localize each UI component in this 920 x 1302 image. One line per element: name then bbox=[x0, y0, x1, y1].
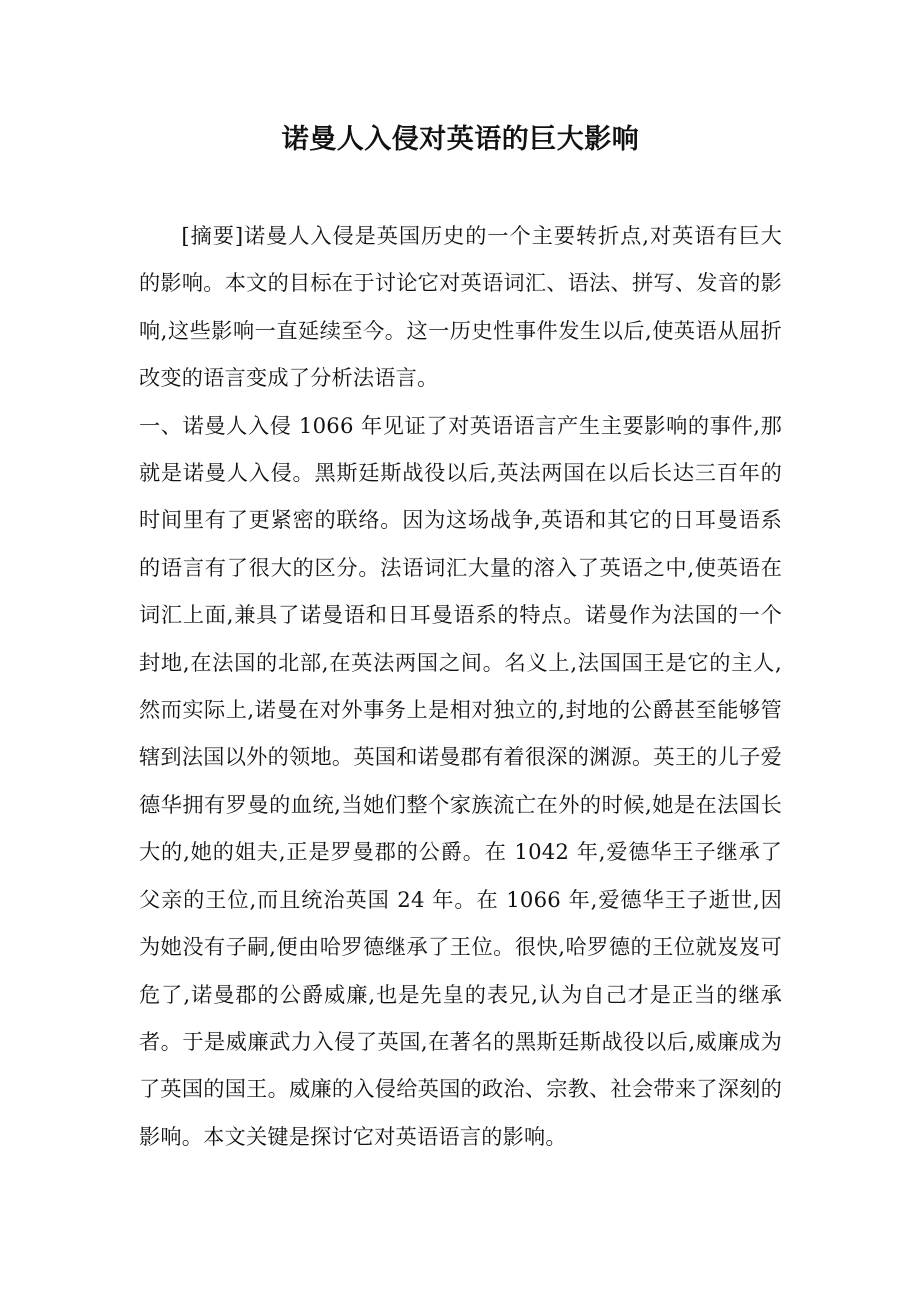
section-one-paragraph: 一、诺曼人入侵 1066 年见证了对英语语言产生主要影响的事件,那就是诺曼人入侵。黑斯廷斯战役以后,英法两国在以后长达三百年的时间里有了更紧密的联络。因为这场战争,英语和其它的日耳曼语系的语言有了很大的区分。法语词汇大量的溶入了英语之中,使英语在词汇上面,兼具了诺曼语和日耳曼语系的特点。诺曼作为法国的一个封地,在法国的北部,在英法两国之间。名义上,法国国王是它的主人,然而实际上,诺曼在对外事务上是相对独立的,封地的公爵甚至能够管辖到法国以外的领地。英国和诺曼郡有着很深的渊源。英王的儿子爱德华拥有罗曼的血统,当她们整个家族流亡在外的时候,她是在法国长大的,她的姐夫,正是罗曼郡的公爵。在 1042 年,爱德华王子继承了父亲的王位,而且统治英国 24 年。在 1066 年,爱德华王子逝世,因为她没有子嗣,便由哈罗德继承了王位。很快,哈罗德的王位就岌岌可危了,诺曼郡的公爵威廉,也是先皇的表兄,认为自己才是正当的继承者。于是威廉武力入侵了英国,在著名的黑斯廷斯战役以后,威廉成为了英国的国王。威廉的入侵给英国的政治、宗教、社会带来了深刻的影响。本文关键是探讨它对英语语言的影响。 bbox=[139, 412, 782, 1149]
document-body bbox=[139, 212, 782, 1160]
abstract-paragraph: [摘要]诺曼人入侵是英国历史的一个主要转折点,对英语有巨大的影响。本文的目标在于讨论它对英语词汇、语法、拼写、发音的影响,这些影响一直延续至今。这一历史性事件发生以后,使英语从屈折改变的语言变成了分析法语言。 bbox=[139, 223, 782, 391]
document-title: 诺曼人入侵对英语的巨大影响 bbox=[281, 124, 640, 155]
